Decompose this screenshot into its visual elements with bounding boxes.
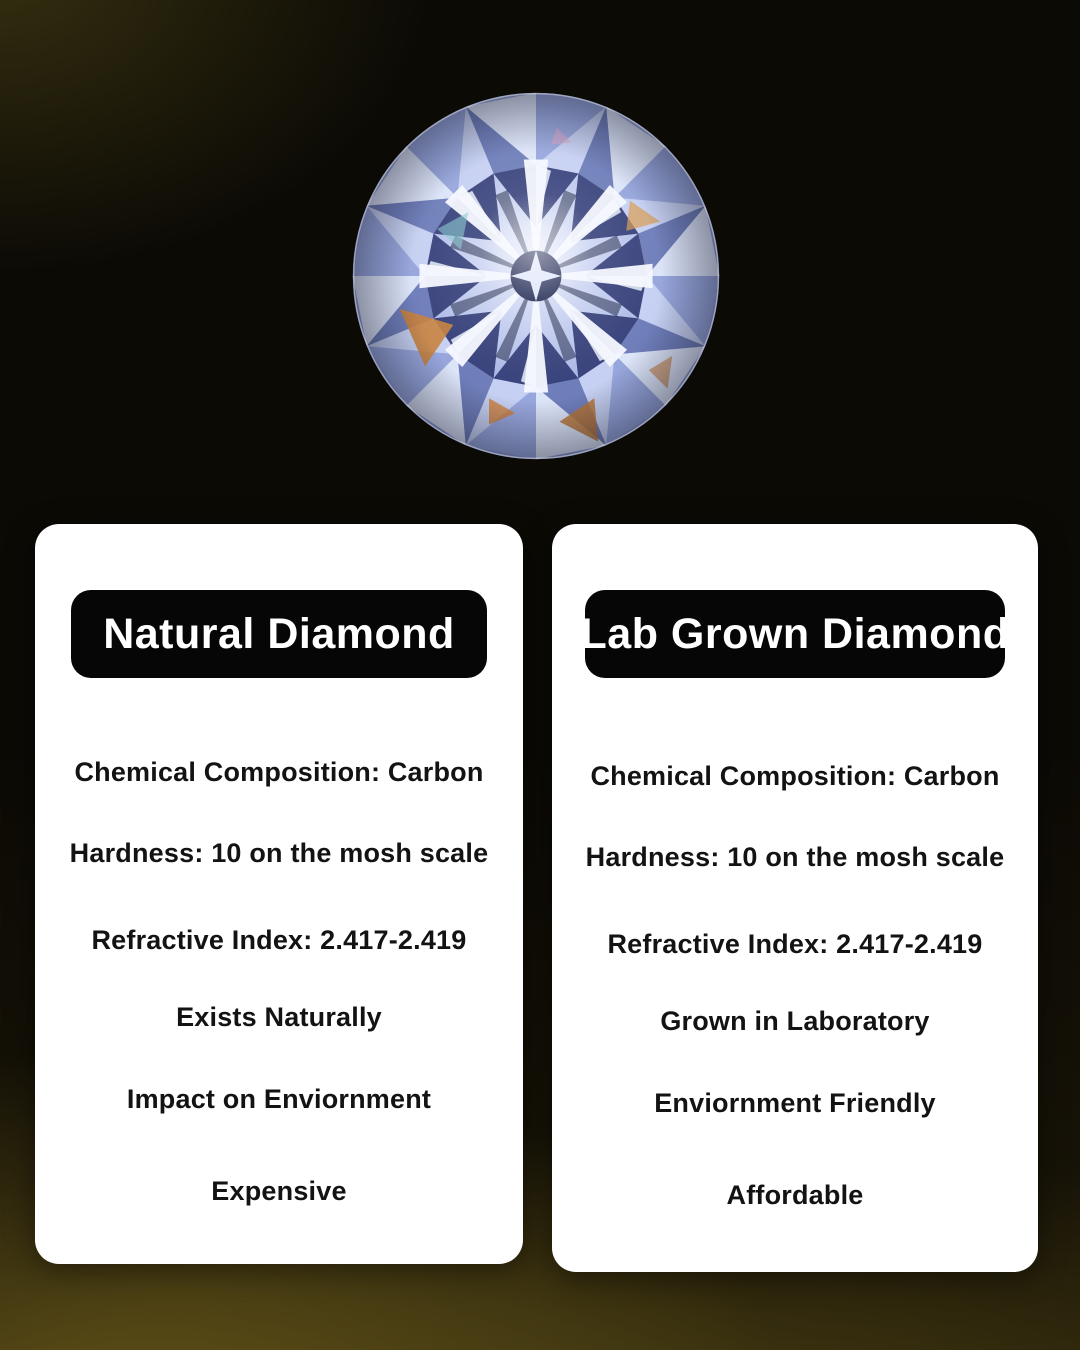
lab-grown-diamond-card: [552, 524, 1038, 1272]
natural-diamond-title-badge: [71, 590, 487, 678]
fact-row: Hardness: 10 on the mosh scale: [585, 842, 1005, 872]
fact-row: Refractive Index: 2.417-2.419: [607, 929, 983, 959]
lab-grown-diamond-rows: [552, 678, 1038, 1212]
card-title: Lab Grown Diamond: [580, 609, 1010, 658]
fact-row: Refractive Index: 2.417-2.419: [91, 925, 467, 955]
fact-row: Hardness: 10 on the mosh scale: [69, 838, 489, 868]
fact-row: Chemical Composition: Carbon: [74, 757, 484, 787]
fact-row: Chemical Composition: Carbon: [590, 761, 1000, 791]
fact-row: Grown in Laboratory: [660, 1006, 930, 1036]
fact-row: Affordable: [726, 1180, 864, 1210]
fact-row: Exists Naturally: [176, 1002, 382, 1032]
natural-diamond-rows: [35, 678, 523, 1208]
fact-row: Expensive: [211, 1176, 347, 1206]
fact-row: Enviornment Friendly: [654, 1088, 936, 1118]
diamond-photo: [348, 88, 724, 464]
natural-diamond-card: [35, 524, 523, 1264]
lab-grown-diamond-title-badge: [580, 590, 1010, 678]
fact-row: Impact on Enviornment: [126, 1084, 432, 1114]
card-title: Natural Diamond: [103, 609, 455, 658]
